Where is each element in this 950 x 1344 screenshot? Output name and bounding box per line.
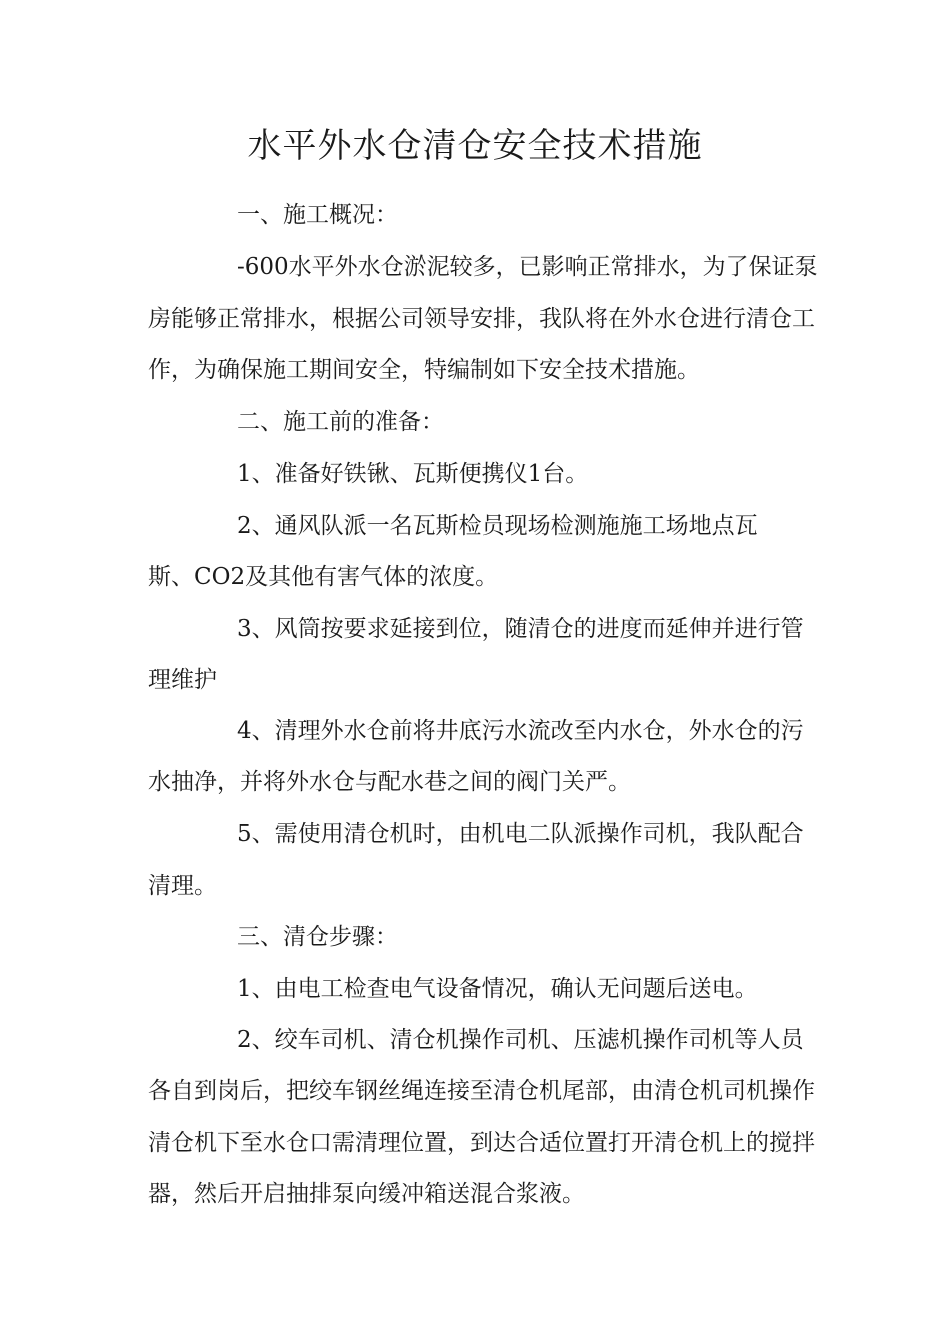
section-heading-preparation: 二、施工前的准备： [237,409,444,435]
paragraph-line: 2、通风队派一名瓦斯检员现场检测施施工场地点瓦 [237,513,758,539]
paragraph-line: 清仓机下至水仓口需清理位置，到达合适位置打开清仓机上的搅拌 [148,1130,815,1156]
paragraph-line: 4、清理外水仓前将井底污水流改至内水仓，外水仓的污 [237,718,804,744]
paragraph-line: 3、风筒按要求延接到位，随清仓的进度而延伸并进行管 [237,616,804,642]
paragraph-line: 1、由电工检查电气设备情况，确认无问题后送电。 [237,976,758,1002]
paragraph-line: 1、准备好铁锹、瓦斯便携仪1台。 [237,461,589,487]
paragraph-line: 房能够正常排水，根据公司领导安排，我队将在外水仓进行清仓工 [148,306,815,332]
paragraph-line: 理维护 [148,667,217,693]
paragraph-line: 各自到岗后，把绞车钢丝绳连接至清仓机尾部，由清仓机司机操作 [148,1078,815,1104]
section-heading-overview: 一、施工概况： [237,202,398,228]
paragraph-line: 器，然后开启抽排泵向缓冲箱送混合浆液。 [148,1181,585,1207]
paragraph-line: 斯、CO2及其他有害气体的浓度。 [148,564,499,590]
paragraph-line: -600水平外水仓淤泥较多，已影响正常排水，为了保证泵 [237,254,818,280]
section-heading-steps: 三、清仓步骤： [237,924,398,950]
paragraph-line: 水抽净，并将外水仓与配水巷之间的阀门关严。 [148,769,631,795]
paragraph-line: 清理。 [148,873,217,899]
paragraph-line: 作，为确保施工期间安全，特编制如下安全技术措施。 [148,357,700,383]
document-title: 水平外水仓清仓安全技术措施 [247,126,703,166]
paragraph-line: 5、需使用清仓机时，由机电二队派操作司机，我队配合 [237,821,804,847]
paragraph-line: 2、绞车司机、清仓机操作司机、压滤机操作司机等人员 [237,1027,804,1053]
